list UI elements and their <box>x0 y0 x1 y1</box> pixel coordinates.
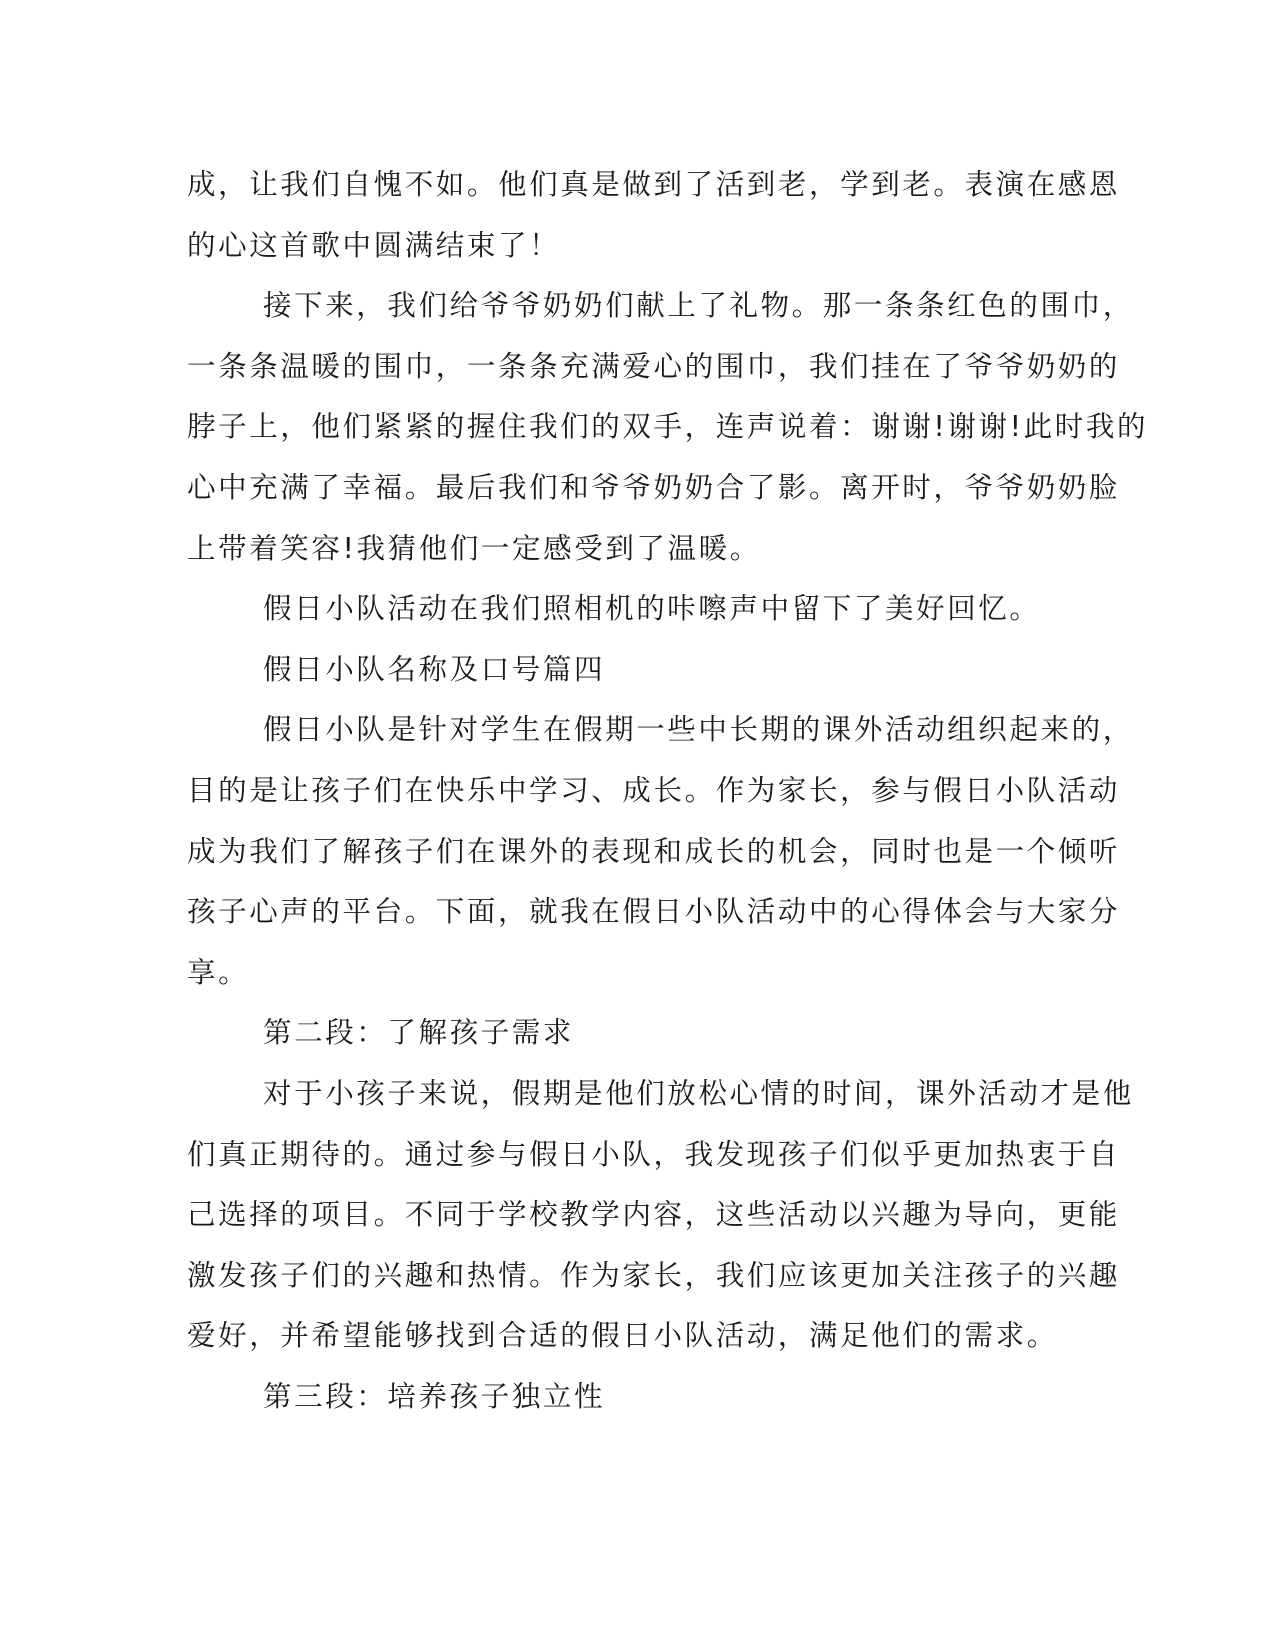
text-line: 孩子心声的平台。下面，就我在假日小队活动中的心得体会与大家分 <box>187 895 1121 929</box>
paragraph <box>187 155 1121 276</box>
text-line: 成，让我们自愧不如。他们真是做到了活到老，学到老。表演在感恩 <box>187 168 1121 201</box>
document-body <box>187 155 1149 1427</box>
paragraph <box>187 1064 1134 1367</box>
heading-line: 第三段：培养孩子独立性 <box>263 1379 606 1413</box>
heading-line: 假日小队名称及口号篇四 <box>263 652 606 686</box>
text-line: 心中充满了幸福。最后我们和爷爷奶奶合了影。离开时，爷爷奶奶脸 <box>187 470 1121 504</box>
text-line: 的心这首歌中圆满结束了！ <box>187 228 561 262</box>
text-line: 脖子上，他们紧紧的握住我们的双手，连声说着：谢谢!谢谢!此时我的 <box>187 410 1149 444</box>
paragraph <box>187 700 1134 1003</box>
text-line: 爱好，并希望能够找到合适的假日小队活动，满足他们的需求。 <box>187 1319 1058 1353</box>
text-line: 一条条温暖的围巾，一条条充满爱心的围巾，我们挂在了爷爷奶奶的 <box>187 349 1121 383</box>
text-line: 激发孩子们的兴趣和热情。作为家长，我们应该更加关注孩子的兴趣 <box>187 1258 1121 1292</box>
text-line: 对于小孩子来说，假期是他们放松心情的时间，课外活动才是他 <box>263 1076 1134 1110</box>
paragraph <box>187 276 1149 579</box>
section-heading <box>187 640 1087 701</box>
text-line: 享。 <box>187 955 250 989</box>
text-line: 成为我们了解孩子们在课外的表现和成长的机会，同时也是一个倾听 <box>187 834 1121 868</box>
text-line: 己选择的项目。不同于学校教学内容，这些活动以兴趣为导向，更能 <box>187 1198 1121 1232</box>
text-line: 接下来，我们给爷爷奶奶们献上了礼物。那一条条红色的围巾， <box>263 289 1134 323</box>
heading-line: 第二段：了解孩子需求 <box>263 1016 575 1050</box>
text-line: 上带着笑容!我猜他们一定感受到了温暖。 <box>187 531 761 565</box>
section-heading <box>187 1003 1087 1064</box>
section-heading <box>187 1367 1087 1428</box>
text-line: 目的是让孩子们在快乐中学习、成长。作为家长，参与假日小队活动 <box>187 773 1121 807</box>
paragraph <box>187 579 1087 640</box>
text-line: 们真正期待的。通过参与假日小队，我发现孩子们似乎更加热衷于自 <box>187 1137 1121 1171</box>
text-line: 假日小队活动在我们照相机的咔嚓声中留下了美好回忆。 <box>263 592 1041 626</box>
text-line: 假日小队是针对学生在假期一些中长期的课外活动组织起来的， <box>263 713 1134 747</box>
